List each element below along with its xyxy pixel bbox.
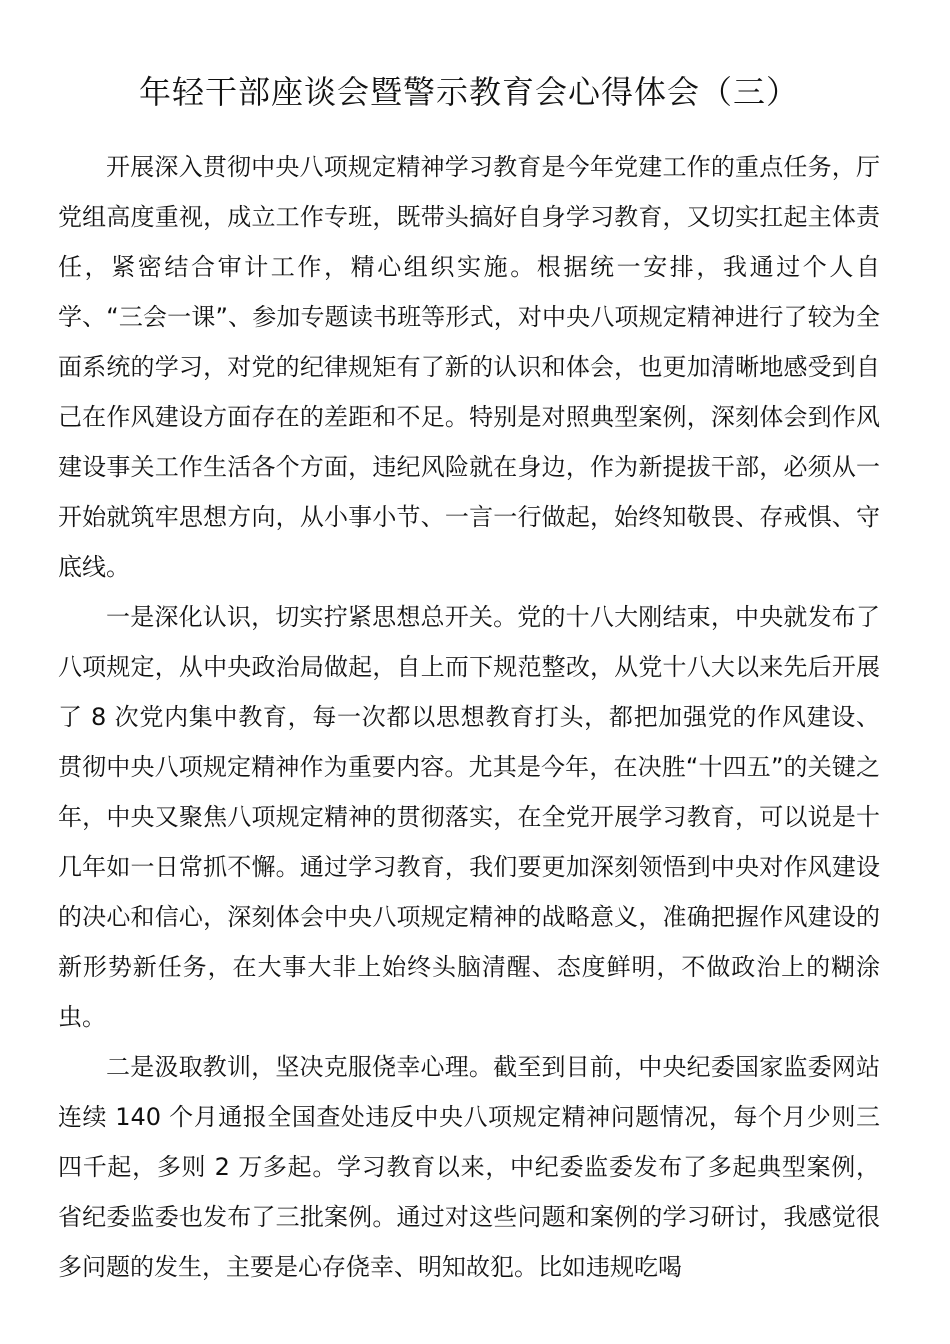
document-title: 年轻干部座谈会暨警示教育会心得体会（三） [138,73,799,111]
paragraph-point-one: 一是深化认识，切实拧紧思想总开关。党的十八大刚结束，中央就发布了八项规定，从中央政治局做起，自上而下规范整改，从党十八大以来先后开展了 8 次党内集中教育，每一次都以思想教育打头，都把加强党的作风建设、贯彻中央八项规定精神作为重要内容。尤其是今年，在决胜“十四五”的关键之年，中央又聚焦八项规定精神的贯彻落实，在全党开展学习教育，可以说是十几年如一日常抓不懈。通过学习教育，我们要更加深刻领悟到中央对作风建设的决心和信心，深刻体会中央八项规定精神的战略意义，准确把握作风建设的新形势新任务，在大事大非上始终头脑清醒、态度鲜明，不做政治上的糊涂虫。 [58,603,880,1031]
paragraph-intro: 开展深入贯彻中央八项规定精神学习教育是今年党建工作的重点任务，厅党组高度重视，成立工作专班，既带头搞好自身学习教育，又切实扛起主体责任，紧密结合审计工作，精心组织实施。根据统一安排，我通过个人自学、“三会一课”、参加专题读书班等形式，对中央八项规定精神进行了较为全面系统的学习，对党的纪律规矩有了新的认识和体会，也更加清晰地感受到自己在作风建设方面存在的差距和不足。特别是对照典型案例，深刻体会到作风建设事关工作生活各个方面，违纪风险就在身边，作为新提拔干部，必须从一开始就筑牢思想方向，从小事小节、一言一行做起，始终知敬畏、存戒惧、守底线。 [58,153,880,581]
document-body [58,142,880,1292]
paragraph-point-two: 二是汲取教训，坚决克服侥幸心理。截至到目前，中央纪委国家监委网站连续 140 个月通报全国查处违反中央八项规定精神问题情况，每个月少则三四千起，多则 2 万多起。学习教育以来，中纪委监委发布了多起典型案例，省纪委监委也发布了三批案例。通过对这些问题和案例的学习研讨，我感觉很多问题的发生，主要是心存侥幸、明知故犯。比如违规吃喝 [58,1053,880,1281]
